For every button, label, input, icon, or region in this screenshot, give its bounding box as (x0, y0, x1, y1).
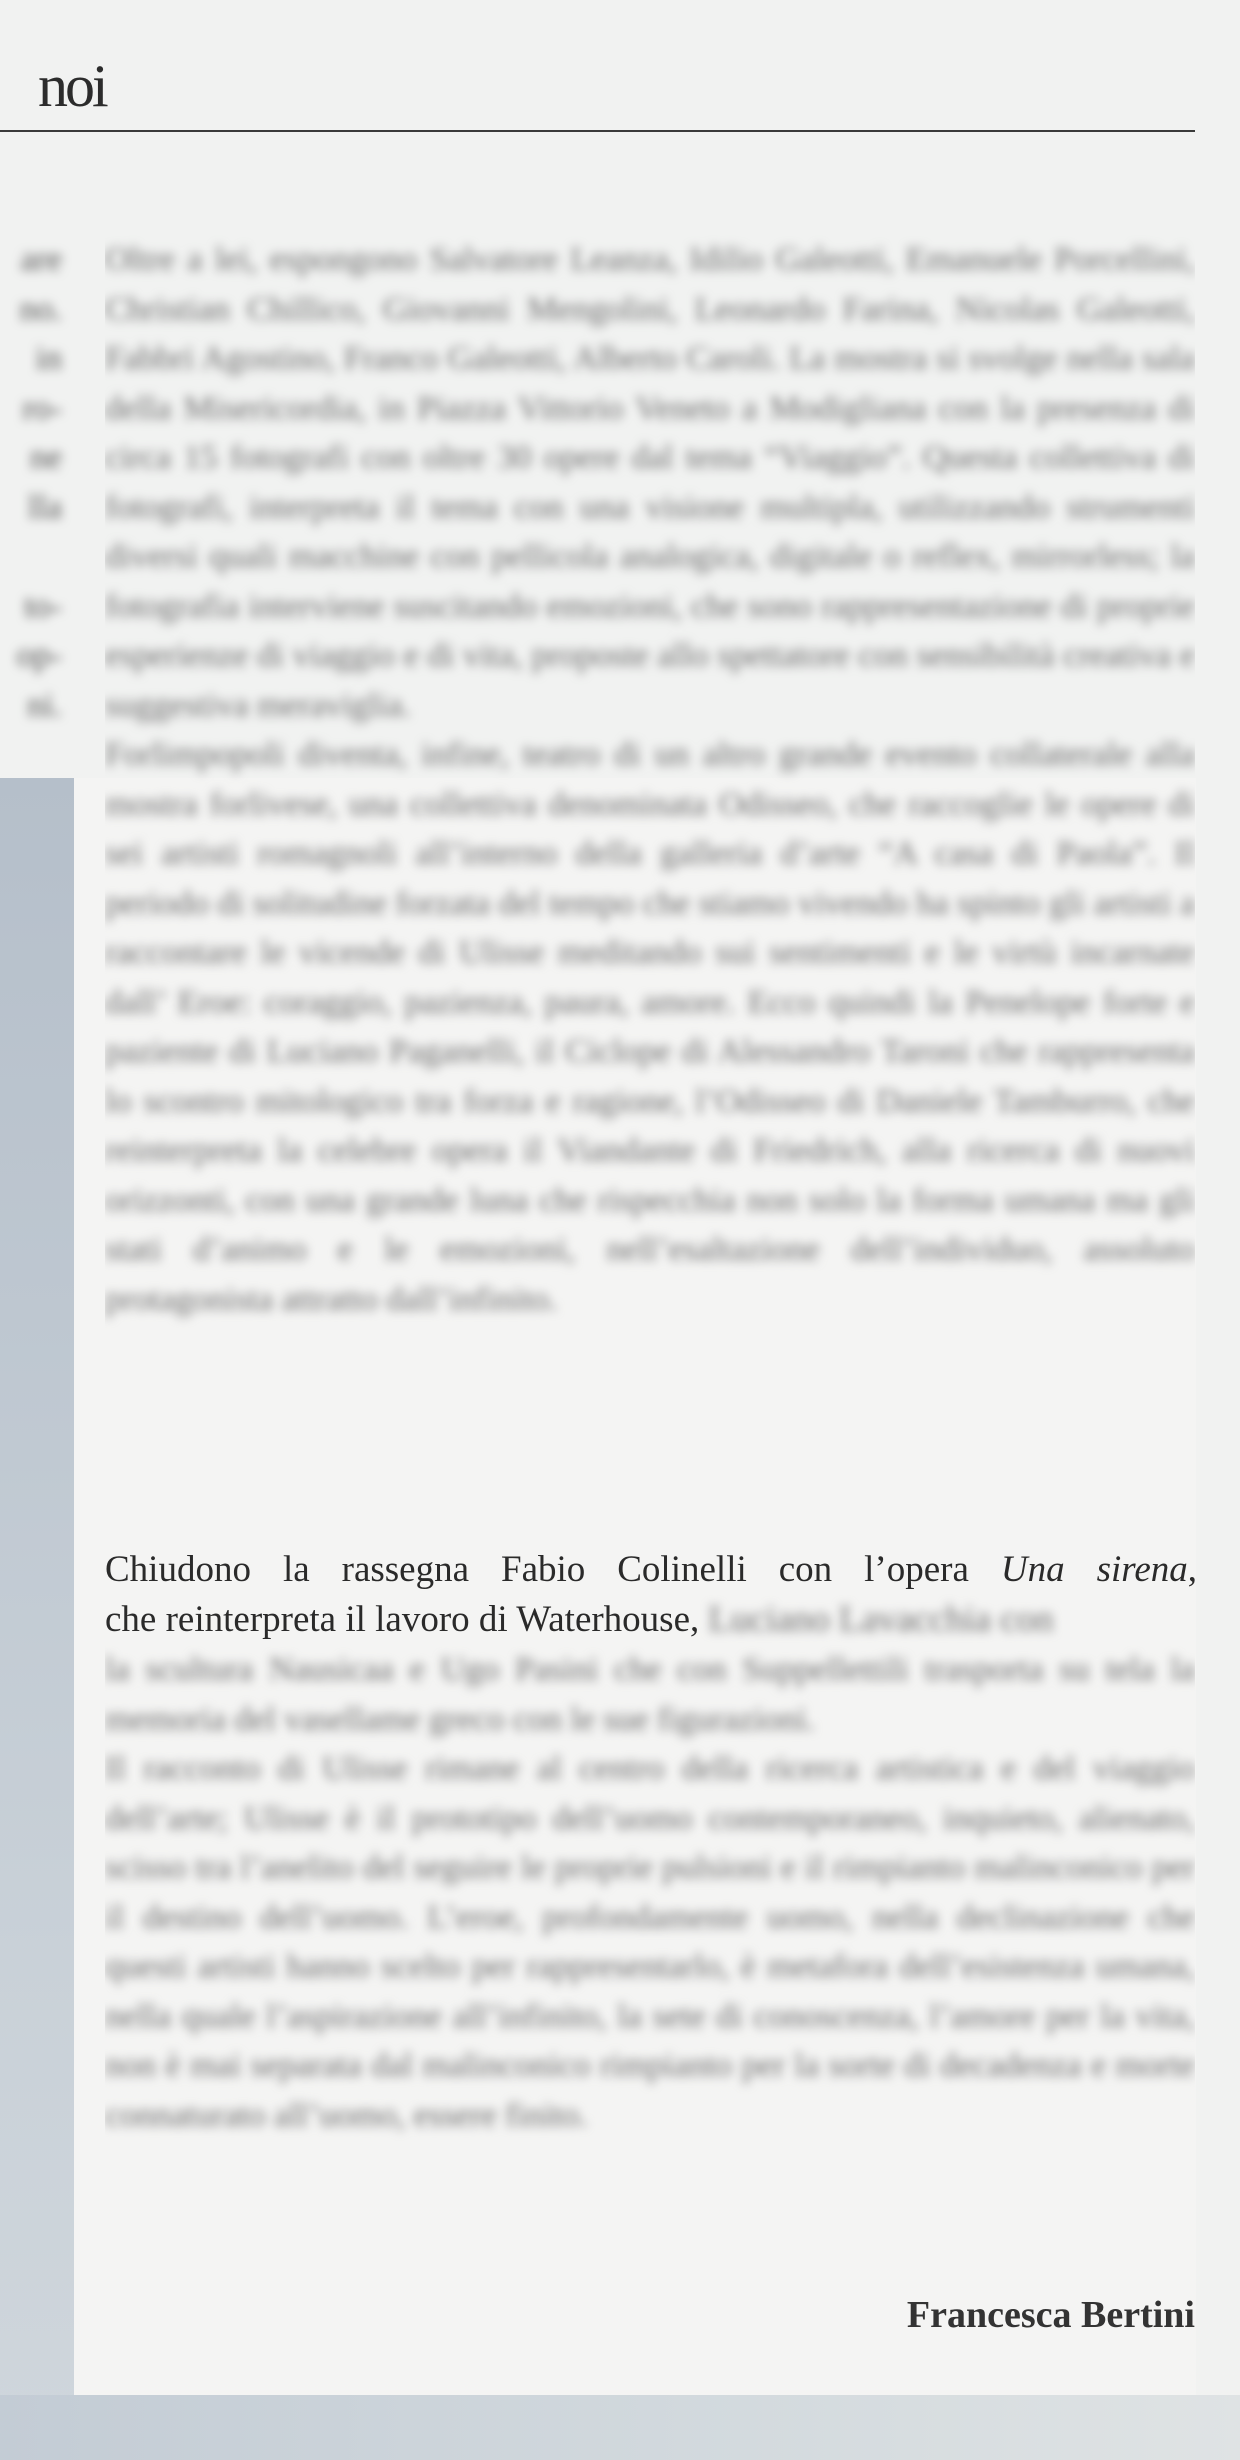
article-body-top (105, 235, 1195, 1535)
fragment: ro- (22, 389, 62, 427)
artwork-title: Una sirena (1000, 1549, 1188, 1590)
clear-text-segment: Chiudono la rassegna Fabio Colinelli con l’opera (105, 1549, 1001, 1590)
fragment: ni. (27, 686, 62, 724)
clear-line-1 (105, 1545, 1197, 1595)
article-paragraph: Oltre a lei, espongono Salvatore Leanza, Idilio Galeotti, Emanuele Porcellini, Christian Chillico, Giovanni Mengolini, Leonardo Farina, Nicolas Galeotti, Fabbri Agostino, Franco Galeotti, Alberto Caroli. La mostra si svolge nella sala della Misericordia, in Piazza Vittorio Veneto a Modigliana con la presenza di circa 15 fotografi con oltre 30 opere dal tema “Viaggio”. Questa collettiva di fotografi, interpreta il tema con una visione multipla, utilizzando strumenti diversi quali macchine con pellicola analogica, digitale o reflex, mirrorless; la fotografia interviene suscitando emozioni, che sono rappresentazione di proprie esperienze di viaggio e di vita, proposte allo spettatore con sensibilità creativa e suggestiva meraviglia. (105, 241, 1195, 724)
header-divider (0, 130, 1195, 132)
fragment: ne (29, 439, 62, 476)
fragment: lla (28, 488, 62, 526)
article-paragraph: la scultura Nausicaa e Ugo Pasini che con Suppellettili trasporta su tela la memoria del vasellame greco con le sue figurazioni. (105, 1651, 1195, 1738)
fragment: are (20, 241, 62, 278)
fragment (0, 532, 62, 582)
author-signature: Francesca Bertini (906, 2294, 1195, 2336)
blurred-text-segment: Luciano Lavacchia con (699, 1598, 1054, 1640)
clear-line-2 (105, 1595, 1197, 1645)
article-body-bottom (105, 1645, 1195, 2245)
bottom-image-band (0, 2395, 1240, 2460)
left-image-band (0, 778, 74, 2460)
fragment: to- (24, 587, 62, 625)
article-clear-passage (105, 1545, 1197, 1644)
left-column-fragments (0, 235, 62, 730)
article-paragraph: Il racconto di Ulisse rimane al centro della ricerca artistica e del viaggio dell’arte; Ulisse è il prototipo dell’uomo contemporaneo, inquieto, alienato, scisso tra l’anelito del seguire le proprie pulsioni e il rimpianto malinconico per il destino dell’uomo. L’eroe, profondamente uomo, nella declinazione che questi artisti hanno scelto per rappresentarlo, è metafora dell’esistenza umana, nella quale l’aspirazione all’infinito, la sete di conoscenza, l’amore per la vita, non è mai separata dal malinconico rimpianto per la sorte di decadenza e morte connaturato all’uomo, essere finito. (105, 1750, 1195, 2134)
clear-text-segment: , (1187, 1549, 1197, 1590)
clear-text-segment: che reinterpreta il lavoro di Waterhouse, (105, 1598, 700, 1640)
section-title: noi (38, 53, 106, 119)
fragment: op- (16, 637, 62, 674)
article-paragraph: Forlimpopoli diventa, infine, teatro di un altro grande evento collaterale alla mostra forlivese, una collettiva denominata Odisseo, che raccoglie le opere di sei artisti romagnoli all’interno della galleria d’arte “A casa di Paola”. Il periodo di solitudine forzata del tempo che stiamo vivendo ha spinto gli artisti a raccontare le vicende di Ulisse meditando sui sentimenti e le virtù incarnate dall’ Eroe: coraggio, pazienza, paura, amore. Ecco quindi la Penelope forte e paziente di Luciano Paganelli, il Ciclope di Alessandro Taroni che rappresenta lo scontro mitologico tra forza e ragione, l’Odisseo di Daniele Tamburro, che reinterpreta la celebre opera il Viandante di Friedrich, alla ricerca di nuovi orizzonti, con una grande luna che rispecchia non solo la forma umana ma gli stati d’animo e le emozioni, nell’esaltazione dell’individuo, assoluto protagonista attratto dall’infinito. (105, 736, 1195, 1318)
fragment: no. (19, 290, 62, 328)
fragment: in (35, 340, 62, 377)
